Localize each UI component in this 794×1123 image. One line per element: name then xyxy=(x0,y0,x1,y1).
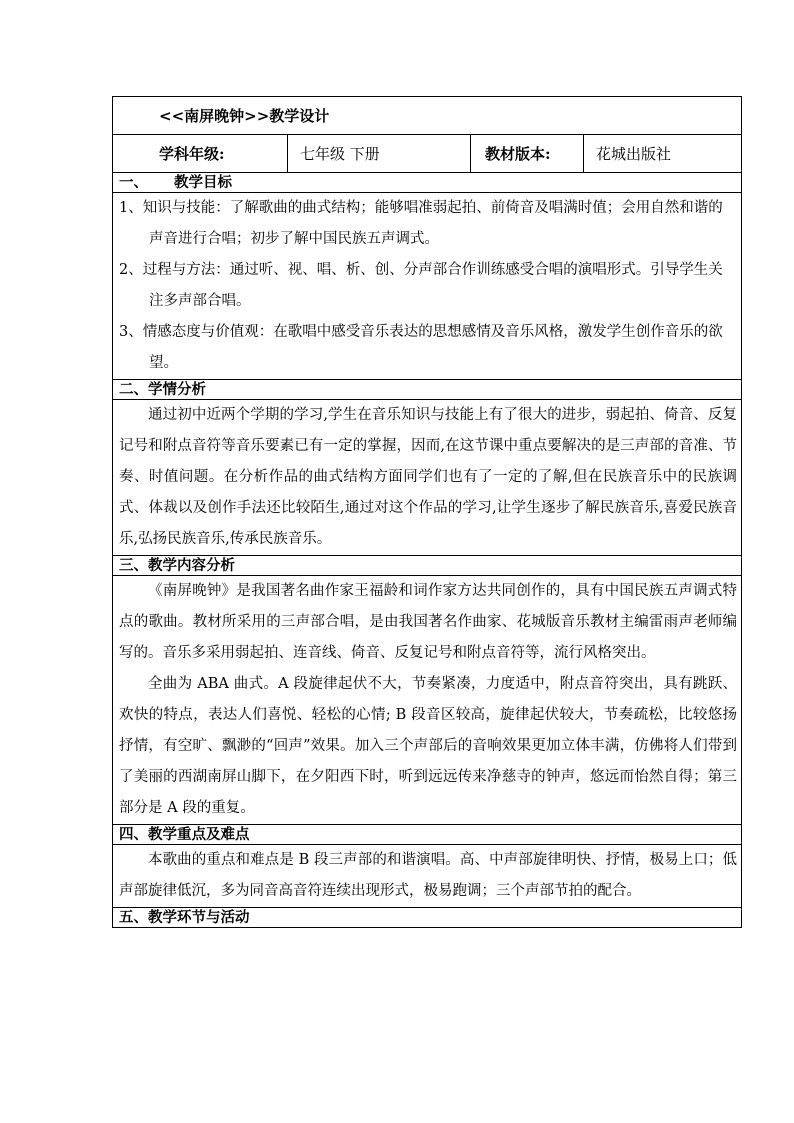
edition-value: 花城出版社 xyxy=(584,135,742,173)
section-body-row xyxy=(113,400,742,556)
subject-grade-label: 学科年级: xyxy=(113,135,288,173)
objective-item: 2、过程与方法：通过听、视、唱、析、创、分声部合作训练感受合唱的演唱形式。引导学生关注多声部合唱。 xyxy=(119,262,723,309)
section-heading-row xyxy=(113,908,742,928)
section-body-objectives xyxy=(113,193,742,380)
section-body-student-analysis xyxy=(113,400,742,556)
section-body-key-points xyxy=(113,845,742,908)
paragraph: 通过初中近两个学期的学习,学生在音乐知识与技能上有了很大的进步，弱起拍、倚音、反复记号和附点音符等音乐要素已有一定的掌握，因而,在这节课中重点要解决的是三声部的音准、节奏、时值问题。在分析作品的曲式结构方面同学们也有了一定的了解,但在民族音乐中的民族调式、体裁以及创作手法还比较陌生,通过对这个作品的学习,让学生逐步了解民族音乐,喜爱民族音乐,弘扬民族音乐,传承民族音乐。 xyxy=(119,407,738,547)
section-heading-student-analysis: 二、学情分析 xyxy=(113,380,742,400)
edition-label: 教材版本: xyxy=(471,135,584,173)
paragraph: 《南屏晚钟》是我国著名曲作家王福龄和词作家方达共同创作的，具有中国民族五声调式特点的歌曲。教材所采用的三声部合唱，是由我国著名作曲家、花城版音乐教材主编雷雨声老师编写的。音乐多采用弱起拍、连音线、倚音、反复记号和附点音符等，流行风格突出。 xyxy=(119,583,738,661)
section-heading-row xyxy=(113,825,742,845)
section-body-row xyxy=(113,576,742,825)
section-body-row xyxy=(113,845,742,908)
objective-item: 3、情感态度与价值观：在歌唱中感受音乐表达的思想感情及音乐风格，激发学生创作音乐的欲望。 xyxy=(119,324,723,371)
section-body-content-analysis xyxy=(113,576,742,825)
subject-grade-value: 七年级 下册 xyxy=(288,135,471,173)
paragraph: 全曲为 ABA 曲式。A 段旋律起伏不大，节奏紧凑，力度适中，附点音符突出，具有跳跃、欢快的特点，表达人们喜悦、轻松的心情; B 段音区较高，旋律起伏较大，节奏疏松，比较悠扬抒情，有空旷、飘渺的“回声”效果。加入三个声部后的音响效果更加立体丰满，仿佛将人们带到了美丽的西湖南屏山脚下，在夕阳西下时，听到远远传来净慈寺的钟声，悠远而怡然自得；第三部分是 A 段的重复。 xyxy=(119,676,738,816)
section-heading-row xyxy=(113,556,742,576)
objective-item: 1、知识与技能：了解歌曲的曲式结构；能够唱准弱起拍、前倚音及唱满时值；会用自然和谐的声音进行合唱；初步了解中国民族五声调式。 xyxy=(119,200,723,247)
section-number: 一、 xyxy=(119,174,148,191)
section-heading-objectives xyxy=(113,173,742,193)
section-heading-row xyxy=(113,173,742,193)
paragraph: 本歌曲的重点和难点是 B 段三声部的和谐演唱。高、中声部旋律明快、抒情，极易上口；低声部旋律低沉，多为同音高音符连续出现形式，极易跑调；三个声部节拍的配合。 xyxy=(119,852,738,899)
section-body-row xyxy=(113,193,742,380)
lesson-plan-document xyxy=(112,96,741,928)
title-row xyxy=(113,97,742,135)
section-heading-activities: 五、教学环节与活动 xyxy=(113,908,742,928)
info-row xyxy=(113,135,742,173)
section-heading-key-points: 四、教学重点及难点 xyxy=(113,825,742,845)
section-heading-content-analysis: 三、教学内容分析 xyxy=(113,556,742,576)
section-heading-row xyxy=(113,380,742,400)
lesson-plan-table xyxy=(112,96,742,928)
document-title: <<南屏晚钟>>教学设计 xyxy=(113,97,742,135)
section-title: 教学目标 xyxy=(174,174,232,191)
